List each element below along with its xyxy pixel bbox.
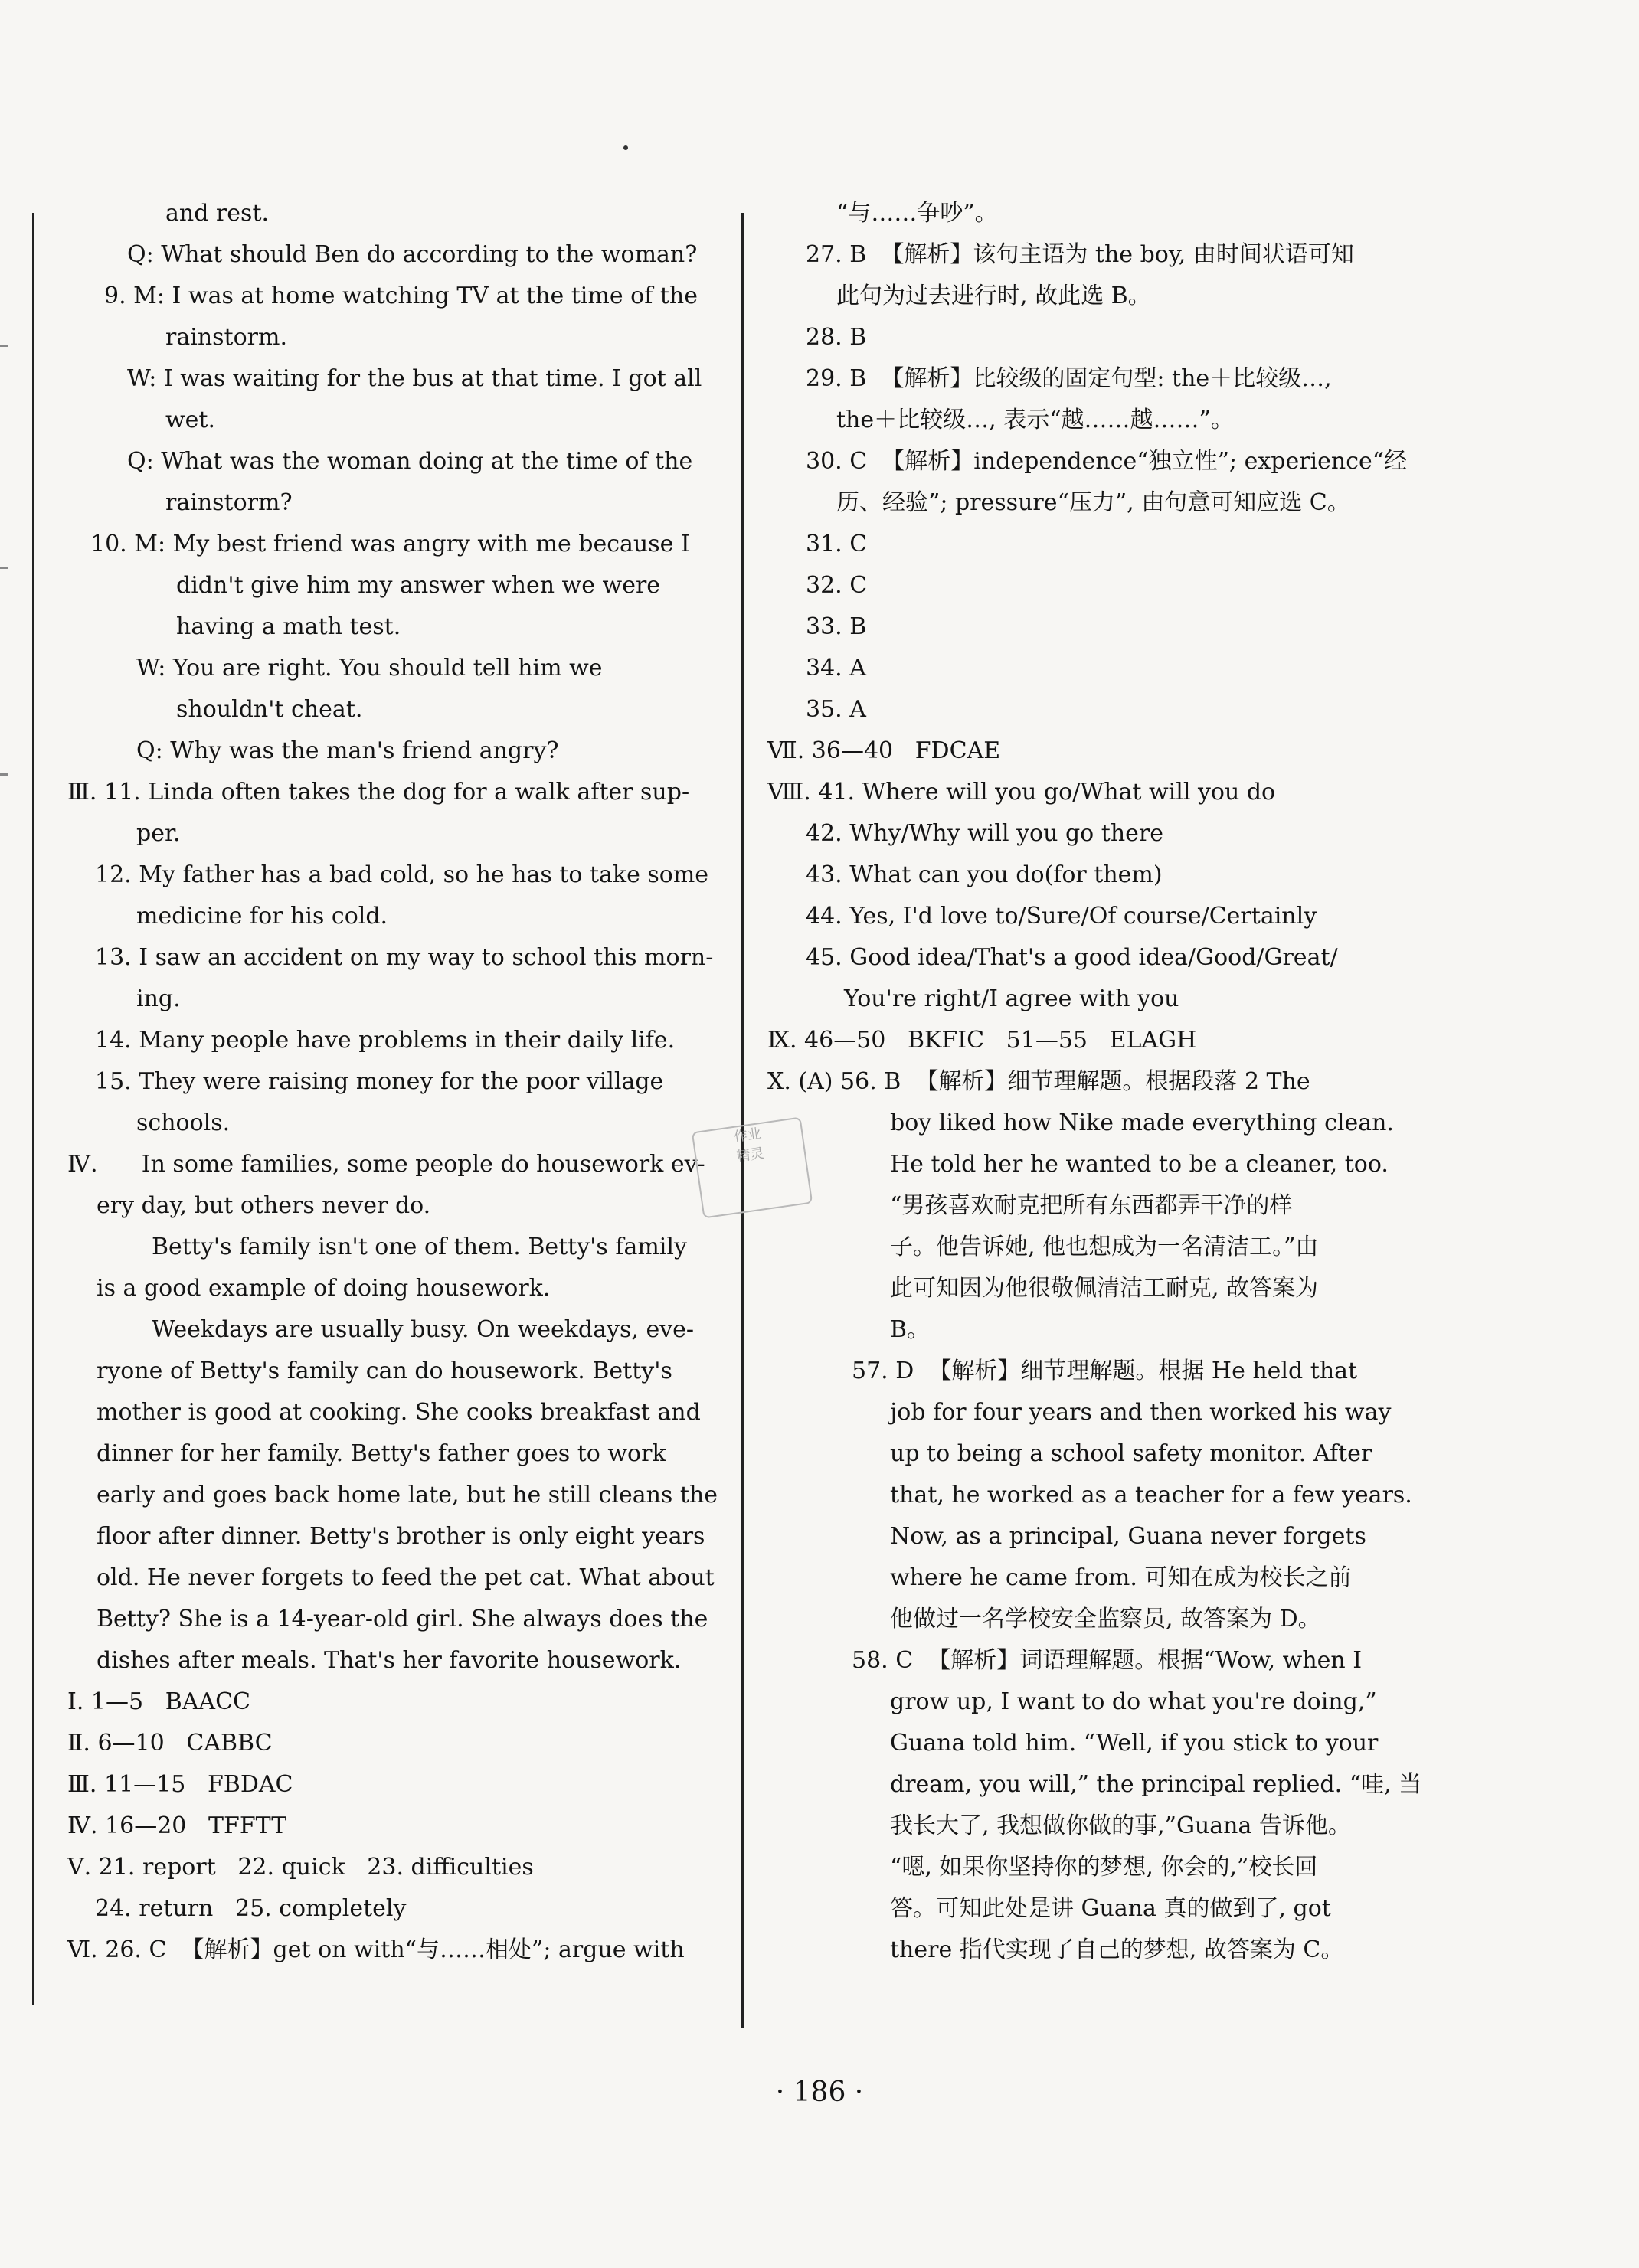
text-line: shouldn't cheat. [176, 696, 363, 723]
text-line: Guana told him. “Well, if you stick to your [890, 1730, 1379, 1757]
text-line: where he came from. 可知在成为校长之前 [890, 1564, 1352, 1591]
text-line: Betty? She is a 14-year-old girl. She always does the [97, 1606, 708, 1632]
text-line: didn't give him my answer when we were [176, 572, 661, 599]
text-line: ing. [136, 985, 181, 1012]
text-line: having a math test. [176, 613, 401, 640]
text-line: that, he worked as a teacher for a few years. [890, 1482, 1412, 1508]
text-line: grow up, I want to do what you're doing,” [890, 1688, 1377, 1715]
text-line: 他做过一名学校安全监察员, 故答案为 D。 [890, 1606, 1321, 1632]
text-line: floor after dinner. Betty's brother is only eight years [97, 1523, 705, 1550]
text-line: 9. M: I was at home watching TV at the time of the [104, 283, 698, 309]
text-line: B。 [890, 1316, 931, 1343]
text-line: Ⅳ. 16—20 TFFTT [67, 1812, 287, 1839]
text-line: 29. B 【解析】比较级的固定句型: the＋比较级…, [806, 365, 1332, 392]
text-line: W: I was waiting for the bus at that time. I got all [127, 365, 702, 392]
text-line: W: You are right. You should tell him we [136, 655, 603, 681]
text-line: Ⅸ. 46—50 BKFIC 51—55 ELAGH [767, 1027, 1197, 1054]
text-line: up to being a school safety monitor. After [890, 1440, 1372, 1467]
stamp-line-2: 精灵 [735, 1145, 765, 1165]
text-line: Ⅰ. 1—5 BAACC [67, 1688, 250, 1715]
text-line: 44. Yes, I'd love to/Sure/Of course/Certainly [806, 903, 1317, 930]
text-line: Ⅴ. 21. report 22. quick 23. difficulties [67, 1854, 534, 1881]
left-margin-rule [32, 213, 34, 2005]
margin-tick [0, 773, 8, 776]
text-line: the＋比较级…, 表示“越……越……”。 [836, 407, 1234, 433]
text-line: 答。可知此处是讲 Guana 真的做到了, got [890, 1895, 1331, 1922]
text-line: dream, you will,” the principal replied. “哇, 当 [890, 1771, 1422, 1798]
text-line: boy liked how Nike made everything clean. [890, 1109, 1395, 1136]
margin-tick [0, 345, 8, 347]
margin-tick [0, 567, 8, 569]
text-line: wet. [165, 407, 216, 433]
text-line: Betty's family isn't one of them. Betty's family [152, 1234, 687, 1260]
text-line: Ⅹ. (A) 56. B 【解析】细节理解题。根据段落 2 The [767, 1068, 1310, 1095]
text-line: 10. M: My best friend was angry with me because I [90, 531, 690, 557]
text-line: “男孩喜欢耐克把所有东西都弄干净的样 [890, 1192, 1293, 1219]
text-line: ryone of Betty's family can do housework. Betty's [97, 1358, 672, 1384]
text-line: and rest. [165, 200, 270, 227]
text-line: schools. [136, 1109, 231, 1136]
text-line: 57. D 【解析】细节理解题。根据 He held that [852, 1358, 1358, 1384]
text-line: 28. B [806, 324, 867, 351]
text-line: Q: Why was the man's friend angry? [136, 737, 559, 764]
text-line: “嗯, 如果你坚持你的梦想, 你会的,”校长回 [890, 1854, 1318, 1881]
text-line: 12. My father has a bad cold, so he has to take some [95, 861, 709, 888]
text-line: 24. return 25. completely [95, 1895, 407, 1922]
text-line: 43. What can you do(for them) [806, 861, 1163, 888]
text-line: 45. Good idea/That's a good idea/Good/Great/ [806, 944, 1338, 971]
text-line: ery day, but others never do. [97, 1192, 431, 1219]
text-line: 32. C [806, 572, 868, 599]
text-line: 42. Why/Why will you go there [806, 820, 1163, 847]
text-line: 此句为过去进行时, 故此选 B。 [836, 283, 1151, 309]
text-line: 35. A [806, 696, 866, 723]
text-line: early and goes back home late, but he still cleans the [97, 1482, 718, 1508]
text-line: 33. B [806, 613, 867, 640]
text-line: 此可知因为他很敬佩清洁工耐克, 故答案为 [890, 1275, 1319, 1302]
text-line: 30. C 【解析】independence“独立性”; experience“经 [806, 448, 1408, 475]
text-line: Ⅶ. 36—40 FDCAE [767, 737, 1001, 764]
text-line: Ⅵ. 26. C 【解析】get on with“与……相处”; argue with [67, 1936, 685, 1963]
text-line: Ⅱ. 6—10 CABBC [67, 1730, 273, 1757]
text-line: He told her he wanted to be a cleaner, too. [890, 1151, 1389, 1178]
text-line: Ⅳ. In some families, some people do housework ev- [67, 1151, 705, 1178]
text-line: 34. A [806, 655, 866, 681]
page-number: · 186 · [775, 2077, 864, 2108]
text-line: dishes after meals. That's her favorite housework. [97, 1647, 682, 1674]
text-line: 58. C 【解析】词语理解题。根据“Wow, when I [852, 1647, 1363, 1674]
text-line: 14. Many people have problems in their daily life. [95, 1027, 676, 1054]
text-line: 13. I saw an accident on my way to school this morn- [95, 944, 714, 971]
text-line: 历、经验”; pressure“压力”, 由句意可知应选 C。 [836, 489, 1350, 516]
text-line: medicine for his cold. [136, 903, 388, 930]
text-line: Ⅲ. 11. Linda often takes the dog for a walk after sup- [67, 779, 690, 806]
text-line: “与……争吵”。 [836, 200, 998, 227]
text-line: dinner for her family. Betty's father goes to work [97, 1440, 666, 1467]
text-line: Now, as a principal, Guana never forgets [890, 1523, 1366, 1550]
text-line: there 指代实现了自己的梦想, 故答案为 C。 [890, 1936, 1344, 1963]
text-line: per. [136, 820, 181, 847]
text-line: Q: What should Ben do according to the woman? [127, 241, 698, 268]
stamp-line-1: 作业 [732, 1126, 763, 1145]
text-line: mother is good at cooking. She cooks breakfast and [97, 1399, 701, 1426]
text-line: 15. They were raising money for the poor village [95, 1068, 664, 1095]
text-line: Ⅲ. 11—15 FBDAC [67, 1771, 293, 1798]
top-dot [623, 145, 628, 150]
text-line: You're right/I agree with you [844, 985, 1179, 1012]
text-line: old. He never forgets to feed the pet cat. What about [97, 1564, 715, 1591]
text-line: Q: What was the woman doing at the time of the [127, 448, 693, 475]
text-line: 31. C [806, 531, 868, 557]
text-line: Ⅷ. 41. Where will you go/What will you do [767, 779, 1276, 806]
watermark-stamp [692, 1117, 813, 1219]
text-line: 子。他告诉她, 他也想成为一名清洁工。”由 [890, 1234, 1319, 1260]
text-line: rainstorm. [165, 324, 287, 351]
text-line: Weekdays are usually busy. On weekdays, eve- [152, 1316, 695, 1343]
column-divider [741, 213, 744, 2028]
text-line: job for four years and then worked his way [890, 1399, 1392, 1426]
text-line: rainstorm? [165, 489, 293, 516]
text-line: 我长大了, 我想做你做的事,”Guana 告诉他。 [890, 1812, 1351, 1839]
text-line: is a good example of doing housework. [97, 1275, 551, 1302]
text-line: 27. B 【解析】该句主语为 the boy, 由时间状语可知 [806, 241, 1354, 268]
